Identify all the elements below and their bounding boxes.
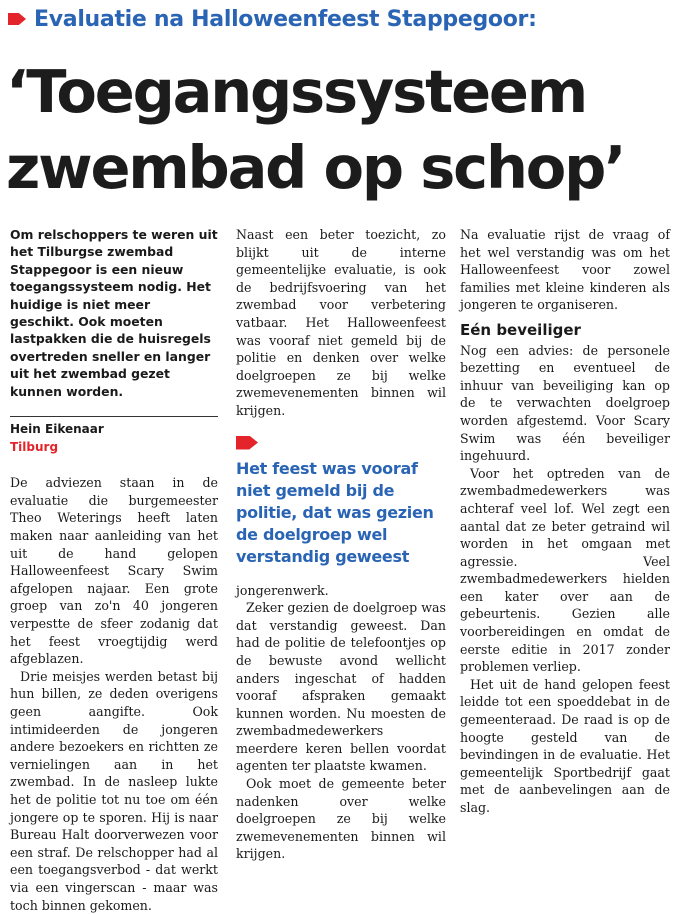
column-2 (236, 226, 446, 863)
column-1-body (10, 474, 218, 914)
red-arrow-marker-icon (236, 436, 258, 450)
body-paragraph: Nog een advies: de personele bezetting en eventueel de inhuur van beveiliging kan op de te verwachten doelgroep worden afgestemd. Voor Scary Swim was één beveiliger ingehuurd. (460, 342, 670, 464)
body-paragraph: Drie meisjes werden betast bij hun billen, ze deden overigens geen aangifte. Ook intimideerden de jongeren andere bezoekers en richtten ze vernielingen aan in het zwembad. In de nasleep lukte het de politie tot nu toe om één jongere op te sporen. Hij is naar Bureau Halt doorverwezen voor een straf. De relschopper had al een toegangsverbod - dat werkt via een vingerscan - maar was toch binnen gekomen. (10, 668, 218, 913)
dateline-place: Tilburg (10, 439, 59, 454)
pull-quote (236, 436, 446, 568)
pull-quote-text: Het feest was vooraf niet gemeld bij de politie, dat was gezien de doelgroep wel verstandig geweest (236, 458, 434, 566)
subheading: Eén beveiliger (460, 320, 581, 339)
column-3 (460, 226, 670, 817)
body-paragraph: Naast een beter toezicht, zo blijkt uit de interne gemeentelijke evaluatie, is ook de bedrijfsvoering van het zwembad voor verbetering vatbaar. Het Halloweenfeest was vooraf niet gemeld bij de politie en denken over welke doelgroepen ze bij welke zwemevenementen binnen wil krijgen. (236, 227, 446, 418)
kicker-text: Evaluatie na Halloweenfeest Stappegoor: (34, 6, 537, 32)
body-paragraph: Na evaluatie rijst de vraag of het wel verstandig was om het Halloweenfeest voor zowel families met kleine kinderen als jongeren te organiseren. (460, 227, 670, 313)
column-1 (10, 226, 218, 914)
headline-line-1: ‘Toegangssysteem (6, 57, 586, 126)
body-paragraph: Zeker gezien de doelgroep was dat verstandig geweest. Dan had de politie de telefoontjes op de bewuste avond wellicht anders ingeschat of hadden vooraf afspraken gemaakt kunnen worden. Nu moesten de zwembadmedewerkers meerdere keren bellen voordat agenten ter plaatste kwamen. (236, 600, 446, 774)
body-paragraph: Het uit de hand gelopen feest leidde tot een spoeddebat in de gemeenteraad. De raad is op de hoogte gesteld van de bevindingen in de evaluatie. Het gemeentelijk Sportbedrijf gaat met de aanbevelingen aan de slag. (460, 676, 670, 815)
author-name: Hein Eikenaar (10, 416, 218, 439)
body-paragraph: jongerenwerk. (236, 582, 329, 598)
kicker (8, 4, 537, 34)
body-paragraph: Ook moet de gemeente beter nadenken over welke doelgroepen ze bij welke zwemevenementen binnen wil krijgen. (236, 776, 446, 862)
headline (6, 54, 676, 206)
body-paragraph: De adviezen staan in de evaluatie die burgemeester Theo Weterings heeft laten maken naar aanleiding van het uit de hand gelopen Halloweenfeest Scary Swim afgelopen najaar. Een grote groep van zo'n 40 jongeren verpestte de sfeer zodanig dat het feest vroegtijdig werd afgeblazen. (10, 475, 218, 667)
body-paragraph: Voor het optreden van de zwembadmedewerkers was achteraf veel lof. Wel zegt een aantal dat ze beter getraind wil worden in het omgaan met agressie. Veel zwembadmedewerkers hielden een kater over aan de gebeurtenis. Gezien alle voorbereidingen en omdat de eerste editie in 2017 zonder problemen verliep. (460, 465, 670, 675)
lead-paragraph: Om relschoppers te weren uit het Tilburgse zwembad Stappegoor is een nieuw toegangssysteem nodig. Het huidige is niet meer geschikt. Ook moeten lastpakken die de huisregels overtreden sneller en langer uit het zwembad gezet kunnen worden. (10, 227, 218, 399)
red-arrow-marker-icon (8, 13, 26, 25)
headline-line-2: zwembad op schop’ (6, 133, 625, 202)
